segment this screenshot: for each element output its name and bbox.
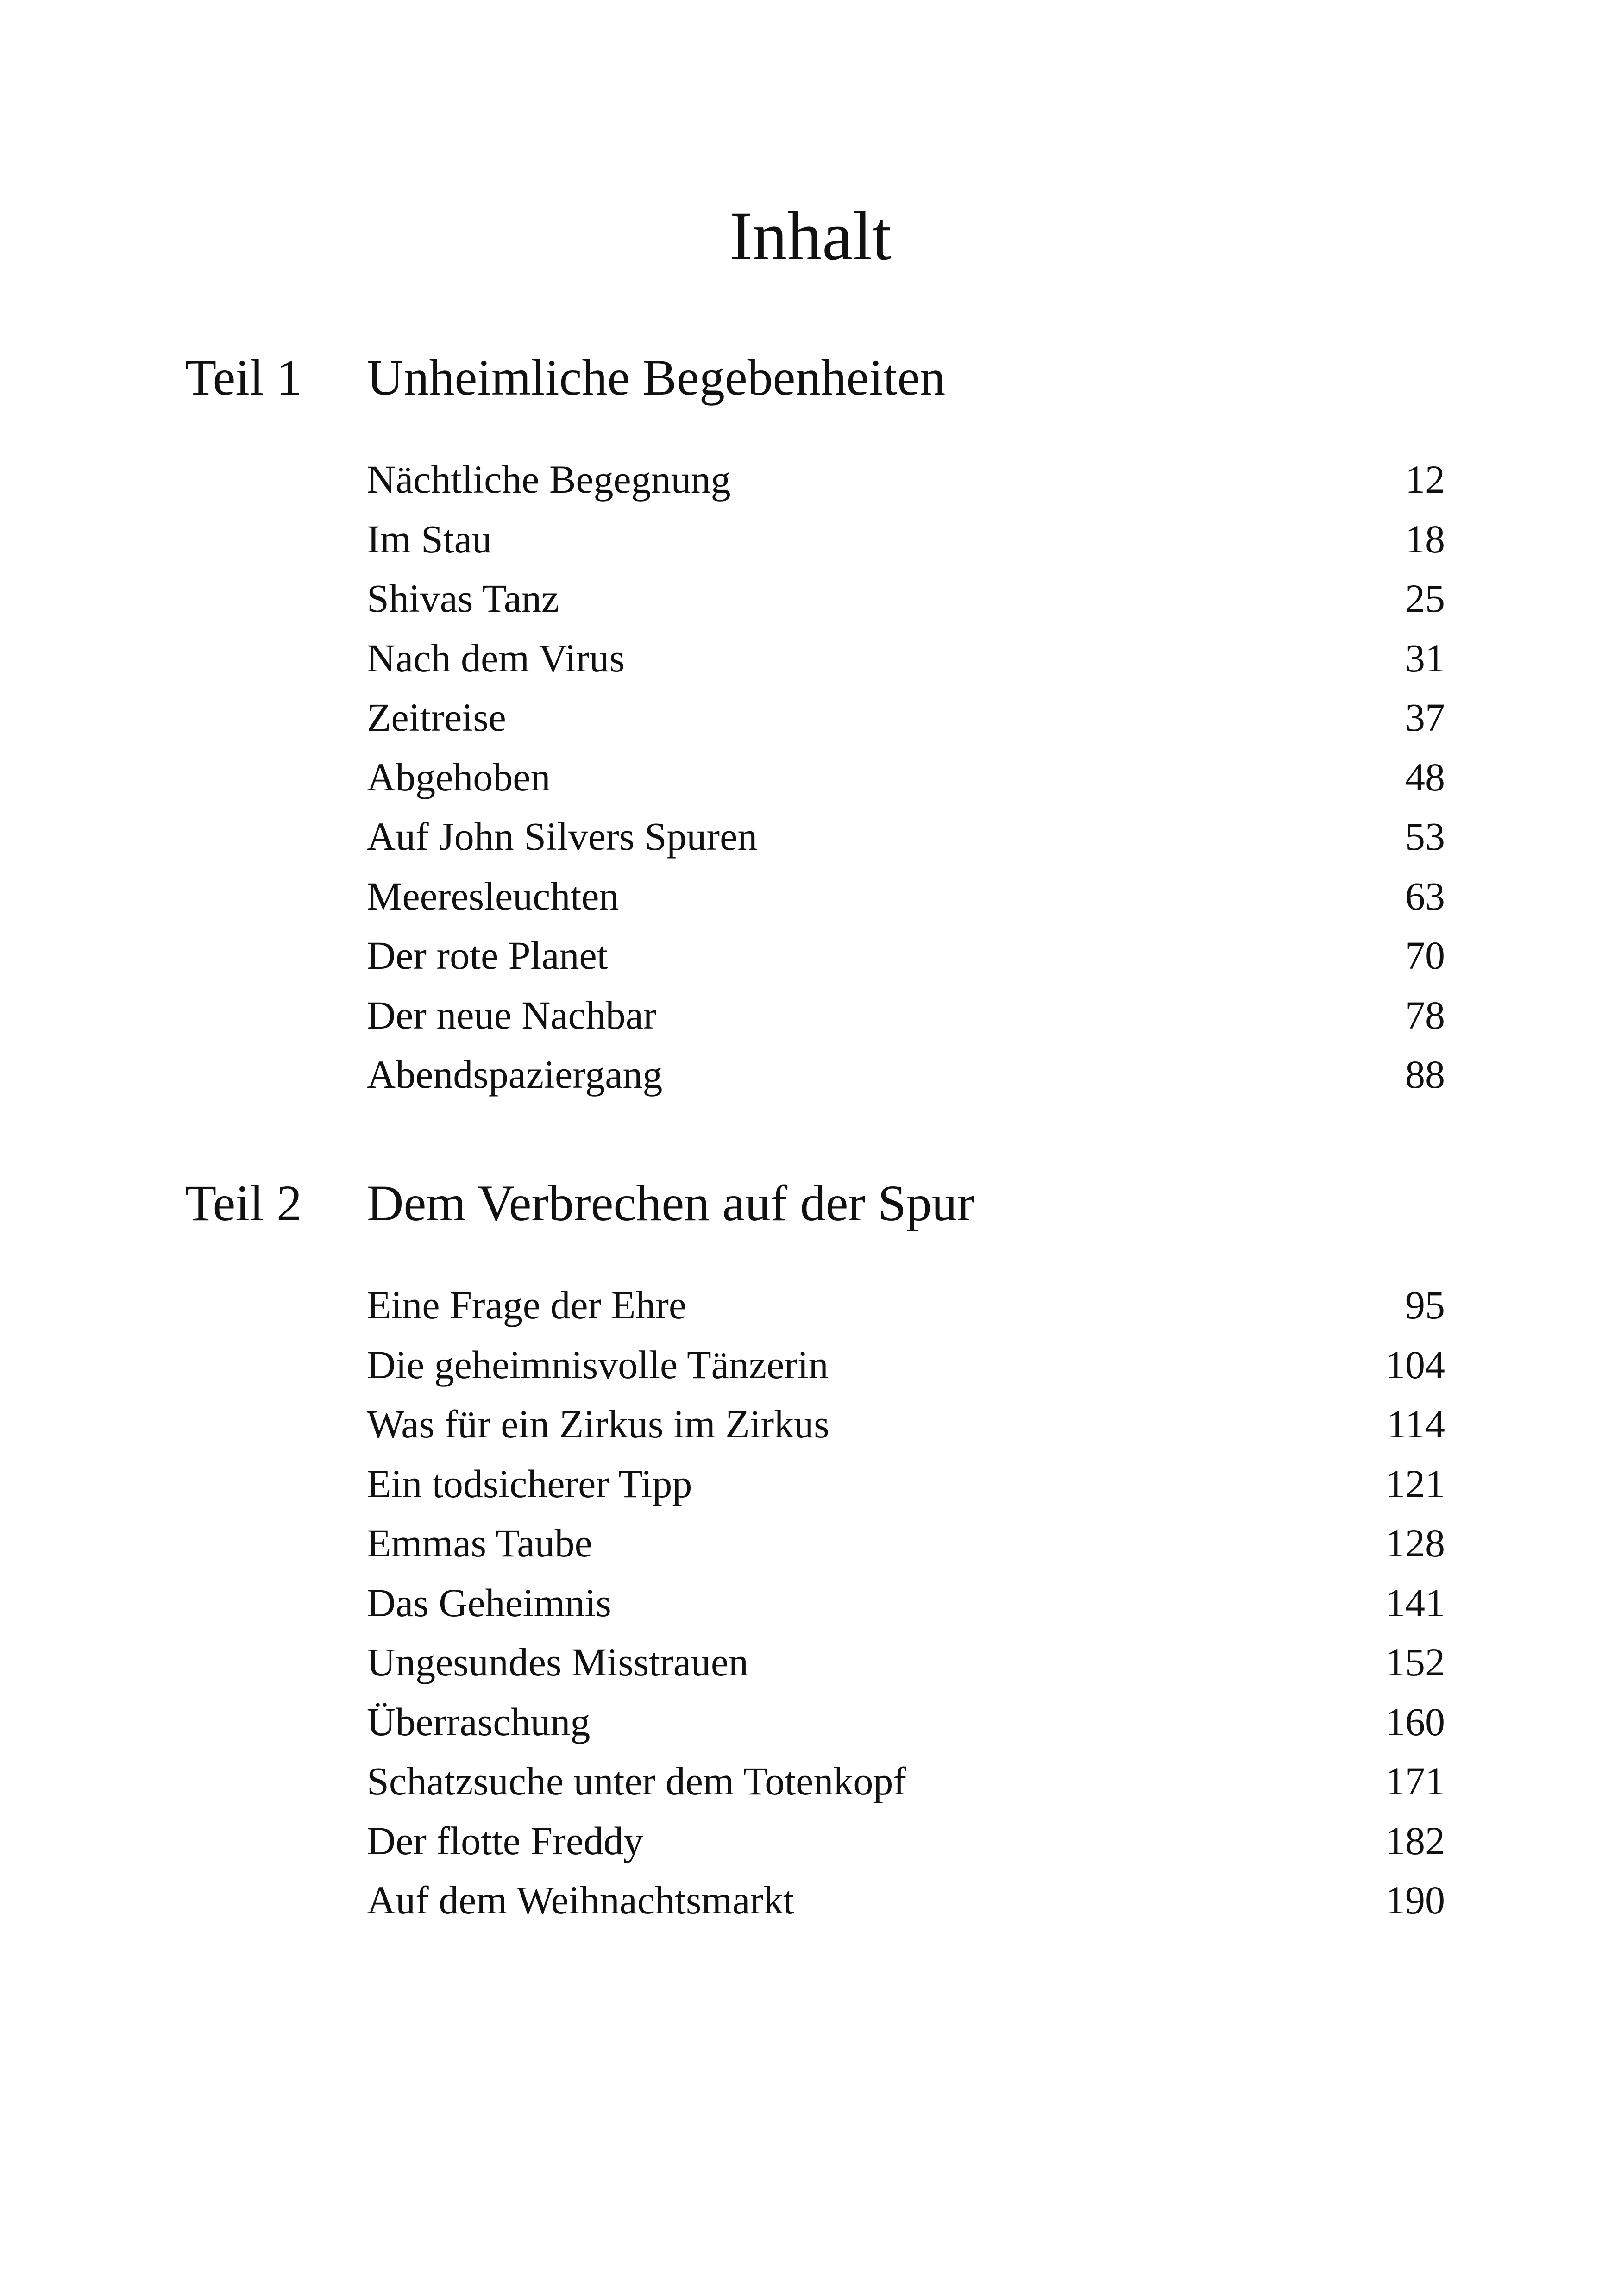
toc-entry[interactable] [367,1639,1445,1699]
entry-title: Eine Frage der Ehre [367,1283,687,1327]
entry-title: Ein todsicherer Tipp [367,1461,692,1506]
entry-page-number: 18 [1405,516,1445,561]
entry-page-number: 190 [1385,1878,1445,1922]
toc-entry[interactable] [367,1282,1445,1342]
entry-title: Abendspaziergang [367,1052,663,1097]
toc-entry[interactable] [367,932,1445,992]
entry-title: Meeresleuchten [367,873,619,918]
part-label: Teil 2 [185,1175,302,1231]
entry-page-number: 78 [1405,992,1445,1037]
part-title: Unheimliche Begebenheiten [367,349,946,406]
entry-title: Nächtliche Begegnung [367,457,731,502]
entry-page-number: 114 [1387,1402,1445,1446]
entry-page-number: 53 [1405,814,1445,859]
entry-title: Ungesundes Misstrauen [367,1640,749,1684]
entry-title: Überraschung [367,1699,591,1744]
toc-entry[interactable] [367,813,1445,873]
toc-entry[interactable] [367,1818,1445,1877]
entry-title: Der neue Nachbar [367,992,657,1037]
toc-entry[interactable] [367,1699,1445,1758]
toc-entry[interactable] [367,1051,1445,1111]
toc-entry[interactable] [367,1580,1445,1639]
entry-page-number: 171 [1385,1759,1445,1803]
entry-page-number: 121 [1385,1461,1445,1506]
entry-title: Das Geheimnis [367,1580,611,1625]
toc-entry[interactable] [367,516,1445,576]
toc-list [367,1282,1445,1937]
toc-entry[interactable] [367,754,1445,814]
entry-page-number: 95 [1405,1283,1445,1327]
entry-page-number: 141 [1385,1580,1445,1625]
entry-title: Auf dem Weihnachtsmarkt [367,1878,794,1922]
entry-page-number: 70 [1405,933,1445,978]
toc-entry[interactable] [367,1461,1445,1520]
entry-page-number: 152 [1385,1640,1445,1684]
entry-title: Auf John Silvers Spuren [367,814,758,859]
entry-title: Abgehoben [367,754,551,799]
toc-entry[interactable] [367,1758,1445,1818]
toc-entry[interactable] [367,992,1445,1052]
entry-page-number: 48 [1405,754,1445,799]
entry-title: Zeitreise [367,695,506,740]
part-title: Dem Verbrechen auf der Spur [367,1175,974,1231]
entry-page-number: 31 [1405,635,1445,680]
entry-title: Was für ein Zirkus im Zirkus [367,1402,829,1446]
toc-entry[interactable] [367,1401,1445,1461]
entry-page-number: 12 [1405,457,1445,502]
toc-list [367,456,1445,1111]
toc-entry[interactable] [367,1342,1445,1401]
part-label: Teil 1 [185,349,302,406]
toc-entry[interactable] [367,1520,1445,1580]
entry-title: Nach dem Virus [367,635,625,680]
entry-title: Shivas Tanz [367,576,559,621]
entry-page-number: 128 [1385,1521,1445,1565]
toc-entry[interactable] [367,1877,1445,1937]
entry-title: Die geheimnisvolle Tänzerin [367,1342,829,1387]
page-title: Inhalt [729,198,892,275]
toc-entry[interactable] [367,635,1445,695]
toc-entry[interactable] [367,873,1445,933]
entry-page-number: 182 [1385,1818,1445,1863]
entry-page-number: 63 [1405,873,1445,918]
entry-title: Emmas Taube [367,1521,592,1565]
entry-page-number: 37 [1405,695,1445,740]
entry-title: Der rote Planet [367,933,608,978]
entry-title: Der flotte Freddy [367,1818,644,1863]
entry-page-number: 104 [1385,1342,1445,1387]
toc-entry[interactable] [367,575,1445,635]
entry-page-number: 25 [1405,576,1445,621]
entry-title: Im Stau [367,516,492,561]
entry-title: Schatzsuche unter dem Totenkopf [367,1759,906,1803]
toc-entry[interactable] [367,694,1445,754]
toc-entry[interactable] [367,456,1445,516]
entry-page-number: 88 [1405,1052,1445,1097]
entry-page-number: 160 [1385,1699,1445,1744]
